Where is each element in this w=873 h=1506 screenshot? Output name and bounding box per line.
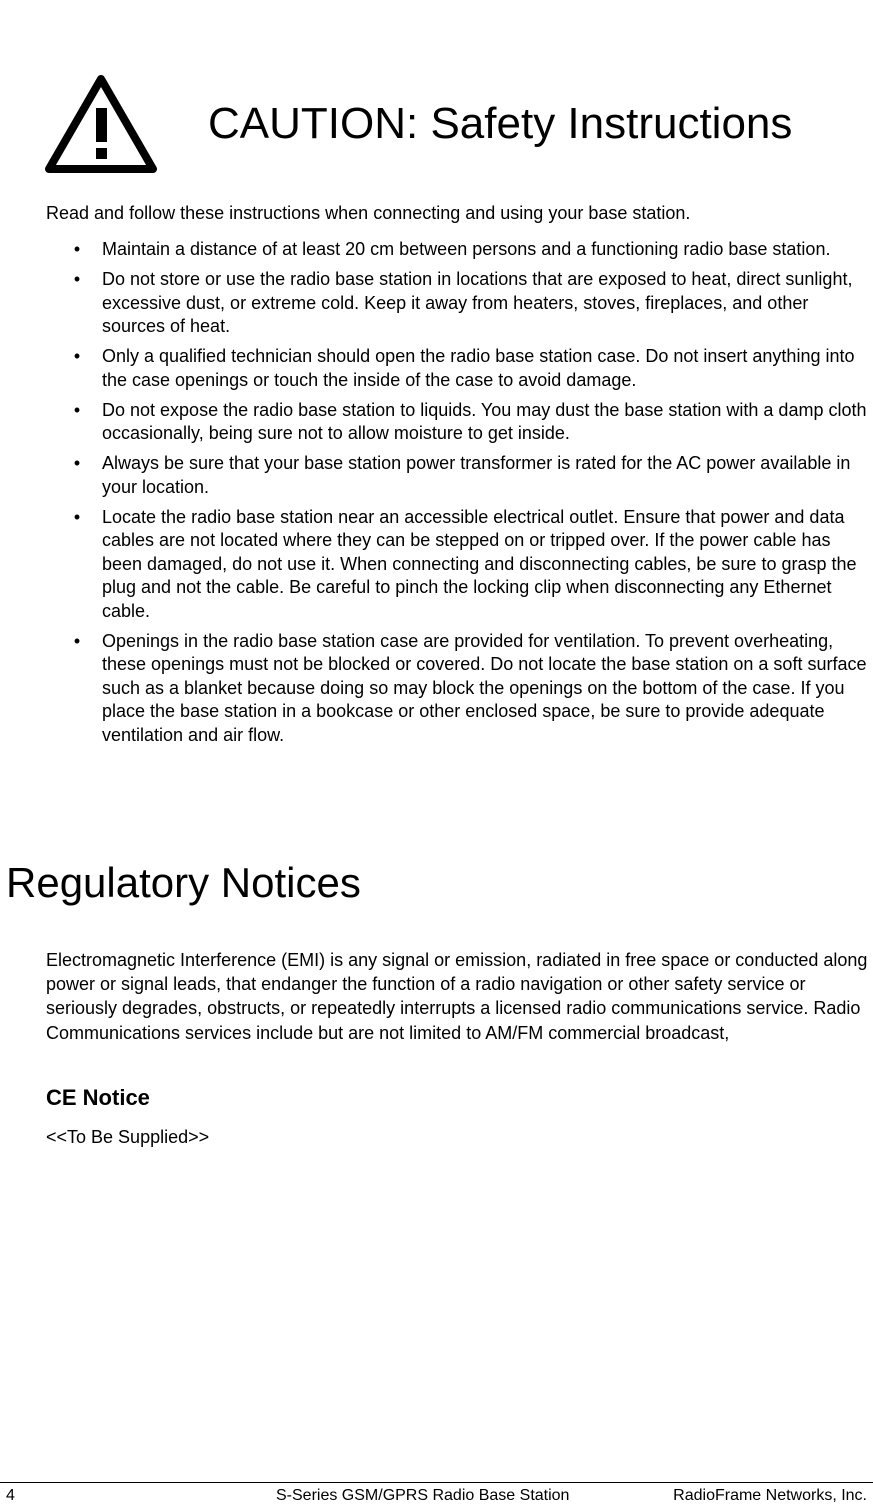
safety-item-text: Locate the radio base station near an accessible electrical outlet. Ensure that power and data cables are not located where they can be stepped on or tripped over. If the power cable has been damaged, do not use it. When connecting and disconnecting cables, be sure to grasp the plug and not the cable. Be careful to pinch the locking clip when disconnecting any Ethernet cable.: [102, 506, 857, 621]
safety-item-text: Only a qualified technician should open the radio base station case. Do not insert anything into the case openings or touch the inside of the case to avoid damage.: [102, 346, 855, 390]
footer-company-name: RadioFrame Networks, Inc.: [673, 1487, 867, 1504]
bullet: •: [73, 630, 81, 651]
safety-item: [0, 268, 873, 339]
bullet: •: [73, 506, 81, 527]
safety-item: [0, 452, 873, 499]
bullet: •: [73, 269, 81, 289]
warning-triangle-icon: [44, 74, 158, 174]
safety-item-text: Do not store or use the radio base station in locations that are exposed to heat, direct sunlight, excessive dust, or extreme cold. Keep it away from heaters, stoves, fireplaces, and other sources of heat.: [102, 269, 853, 336]
ce-notice-body: <<To Be Supplied>>: [46, 1127, 210, 1147]
caution-header: [44, 74, 844, 174]
footer-product-name: S-Series GSM/GPRS Radio Base Station: [276, 1487, 570, 1504]
ce-notice-heading: CE Notice: [46, 1085, 150, 1110]
safety-instructions-list: [0, 238, 873, 754]
safety-item-text: Do not expose the radio base station to liquids. You may dust the base station with a damp cloth occasionally, being sure not to allow moisture to get inside.: [102, 399, 867, 443]
safety-item: [0, 238, 873, 262]
safety-item-text: Always be sure that your base station power transformer is rated for the AC power available in your location.: [102, 453, 851, 497]
page-footer: [0, 1486, 873, 1506]
safety-item: [0, 399, 873, 446]
footer-divider: [0, 1482, 873, 1483]
safety-item: [0, 630, 873, 748]
emi-paragraph: Electromagnetic Interference (EMI) is any signal or emission, radiated in free space or conducted along power or signal leads, that endanger the function of a radio navigation or other safety service or seriously degrades, obstructs, or repeatedly interrupts a licensed radio communications service. Radio Communications services include but are not limited to AM/FM commercial broadcast,: [46, 950, 868, 1043]
bullet: •: [73, 399, 81, 420]
safety-item-text: Openings in the radio base station case are provided for ventilation. To prevent overheating, these openings must not be blocked or covered. Do not locate the base station on a soft surface such as a blanket because doing so may block the openings on the bottom of the case. If you place the base station in a bookcase or other enclosed space, be sure to provide adequate ventilation and air flow.: [102, 630, 867, 745]
safety-item: [0, 506, 873, 624]
page-number: 4: [6, 1487, 15, 1504]
safety-item-text: Maintain a distance of at least 20 cm between persons and a functioning radio base station.: [102, 239, 831, 259]
bullet: •: [73, 453, 81, 473]
bullet: •: [73, 239, 81, 259]
bullet: •: [73, 346, 81, 366]
intro-text: Read and follow these instructions when connecting and using your base station.: [46, 203, 691, 223]
safety-item: [0, 345, 873, 392]
caution-title: CAUTION: Safety Instructions: [208, 99, 793, 148]
regulatory-notices-heading: Regulatory Notices: [6, 859, 361, 906]
